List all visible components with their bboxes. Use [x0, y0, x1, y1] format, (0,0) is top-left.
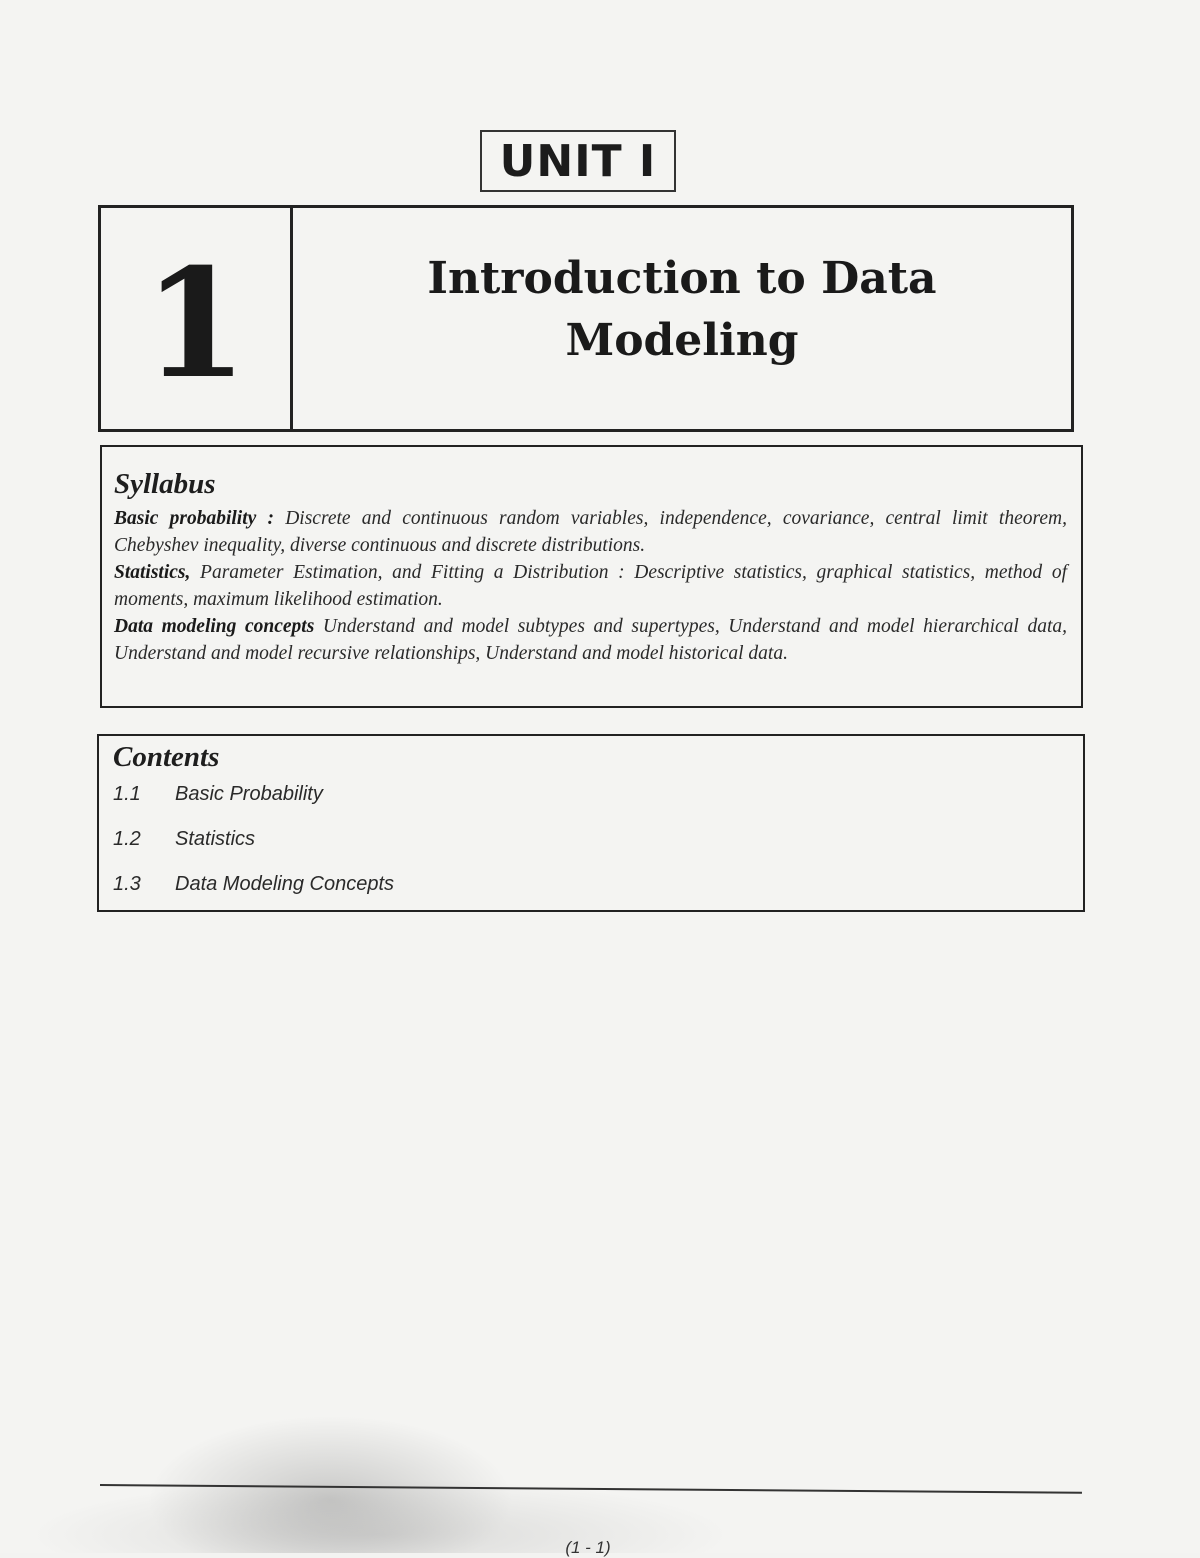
- footer-divider: [100, 1484, 1082, 1494]
- chapter-header-box: [98, 205, 1074, 432]
- contents-item[interactable]: [113, 817, 1069, 862]
- chapter-title-line-1: Introduction to Data: [427, 252, 937, 304]
- syllabus-text-data-modeling: Understand and model subtypes and supertypes, Understand and model hierarchical data, Understand and model recursive relationships, Understand and model historical data.: [114, 616, 1067, 664]
- contents-item-title: Statistics: [175, 828, 256, 850]
- contents-item-number: 1.2: [113, 828, 141, 850]
- syllabus-paragraph-data-modeling: [114, 613, 1067, 667]
- unit-label: UNIT I: [499, 135, 657, 187]
- contents-box: [97, 734, 1085, 912]
- contents-item-title: Data Modeling Concepts: [175, 873, 395, 895]
- syllabus-paragraph-statistics: [114, 559, 1067, 613]
- page-number: (1 - 1): [565, 1538, 611, 1557]
- syllabus-box: [100, 445, 1083, 708]
- chapter-title-line-2: Modeling: [565, 314, 799, 366]
- contents-item-number: 1.3: [113, 873, 141, 895]
- contents-item[interactable]: [113, 772, 1069, 817]
- unit-label-box: [480, 130, 676, 192]
- syllabus-lead-probability: Basic probability :: [114, 508, 274, 529]
- contents-heading: Contents: [113, 741, 220, 773]
- syllabus-paragraph-probability: [114, 505, 1067, 559]
- contents-item[interactable]: [113, 862, 1069, 907]
- syllabus-text-probability: Discrete and continuous random variables, independence, covariance, central limit theorem, Chebyshev inequality, diverse continuous and discrete distributions.: [114, 508, 1067, 556]
- syllabus-heading: Syllabus: [114, 468, 216, 500]
- syllabus-text-statistics: Parameter Estimation, and Fitting a Distribution : Descriptive statistics, graphical statistics, method of moments, maximum likelihood estimation.: [114, 562, 1067, 610]
- syllabus-lead-data-modeling: Data modeling concepts: [114, 616, 315, 637]
- chapter-title: [293, 208, 1071, 429]
- contents-item-number: 1.1: [113, 783, 141, 805]
- syllabus-lead-statistics: Statistics,: [114, 562, 191, 583]
- chapter-number: 1: [101, 208, 293, 429]
- contents-item-title: Basic Probability: [175, 783, 323, 805]
